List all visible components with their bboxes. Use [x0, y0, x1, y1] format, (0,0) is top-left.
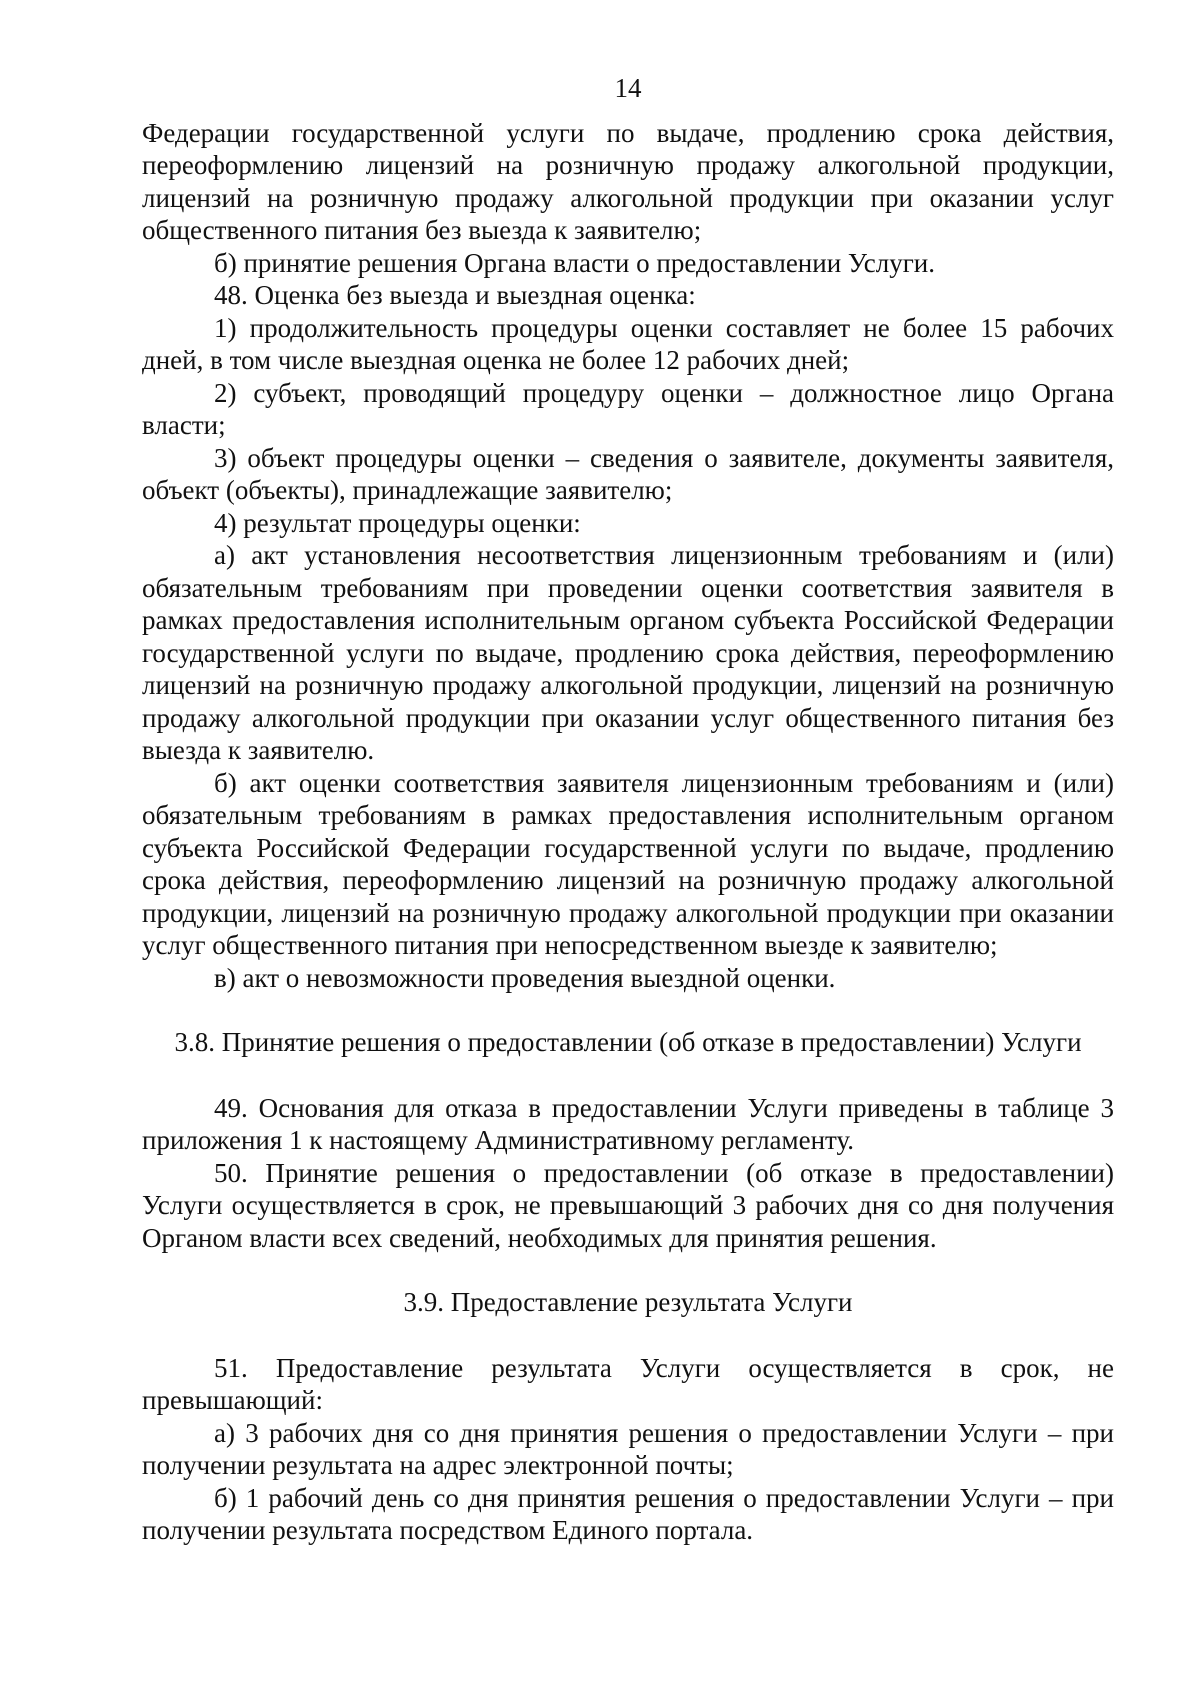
paragraph-50: 50. Принятие решения о предоставлении (об отказе в предоставлении) Услуги осуществляется в срок, не превышающий 3 рабочих дня со дня получения Органом власти всех сведений, необходимых для принятия решения.: [142, 1157, 1114, 1253]
page-number: 14: [614, 73, 642, 103]
paragraph-49: 49. Основания для отказа в предоставлении Услуги приведены в таблице 3 приложения 1 к настоящему Административному регламенту.: [142, 1092, 1114, 1155]
paragraph-51: 51. Предоставление результата Услуги осуществляется в срок, не превышающий:: [142, 1352, 1114, 1415]
paragraph-48-item-4: 4) результат процедуры оценки:: [214, 507, 581, 538]
paragraph-48-item-4b: б) акт оценки соответствия заявителя лицензионным требованиям и (или) обязательным требованиям в рамках предоставления исполнительным органом субъекта Российской Федерации государственной услуги по выдаче, продлению срока действия, переоформлению лицензий на розничную продажу алкогольной продукции, лицензий на розничную продажу алкогольной продукции при оказании услуг общественного питания при непосредственном выезде к заявителю;: [142, 767, 1114, 960]
paragraph-51-item-a: а) 3 рабочих дня со дня принятия решения о предоставлении Услуги – при получении результата на адрес электронной почты;: [142, 1417, 1114, 1480]
section-heading-3-9: 3.9. Предоставление результата Услуги: [403, 1287, 853, 1317]
paragraph-48-item-1: 1) продолжительность процедуры оценки составляет не более 15 рабочих дней, в том числе выездная оценка не более 12 рабочих дней;: [142, 312, 1114, 375]
paragraph-48-item-3: 3) объект процедуры оценки – сведения о заявителе, документы заявителя, объект (объекты), принадлежащие заявителю;: [142, 442, 1114, 505]
paragraph-48: 48. Оценка без выезда и выездная оценка:: [214, 280, 696, 310]
paragraph-51-item-b: б) 1 рабочий день со дня принятия решения о предоставлении Услуги – при получении результата посредством Единого портала.: [142, 1482, 1114, 1545]
paragraph-48-item-2: 2) субъект, проводящий процедуру оценки – должностное лицо Органа власти;: [142, 377, 1114, 440]
paragraph-continuation: Федерации государственной услуги по выдаче, продлению срока действия, переоформлению лицензий на розничную продажу алкогольной продукции, лицензий на розничную продажу алкогольной продукции при оказании услуг общественного питания без выезда к заявителю;: [142, 117, 1114, 245]
paragraph-48-item-4a: а) акт установления несоответствия лицензионным требованиям и (или) обязательным требованиям при проведении оценки соответствия заявителя в рамках предоставления исполнительным органом субъекта Российской Федерации государственной услуги по выдаче, продлению срока действия, переоформлению лицензий на розничную продажу алкогольной продукции, лицензий на розничную продажу алкогольной продукции при оказании услуг общественного питания без выезда к заявителю.: [142, 540, 1114, 765]
section-heading-3-8: 3.8. Принятие решения о предоставлении (об отказе в предоставлении) Услуги: [174, 1027, 1082, 1057]
paragraph-item-b-decision: б) принятие решения Органа власти о предоставлении Услуги.: [214, 247, 936, 278]
paragraph-48-item-4v: в) акт о невозможности проведения выездной оценки.: [214, 962, 836, 993]
